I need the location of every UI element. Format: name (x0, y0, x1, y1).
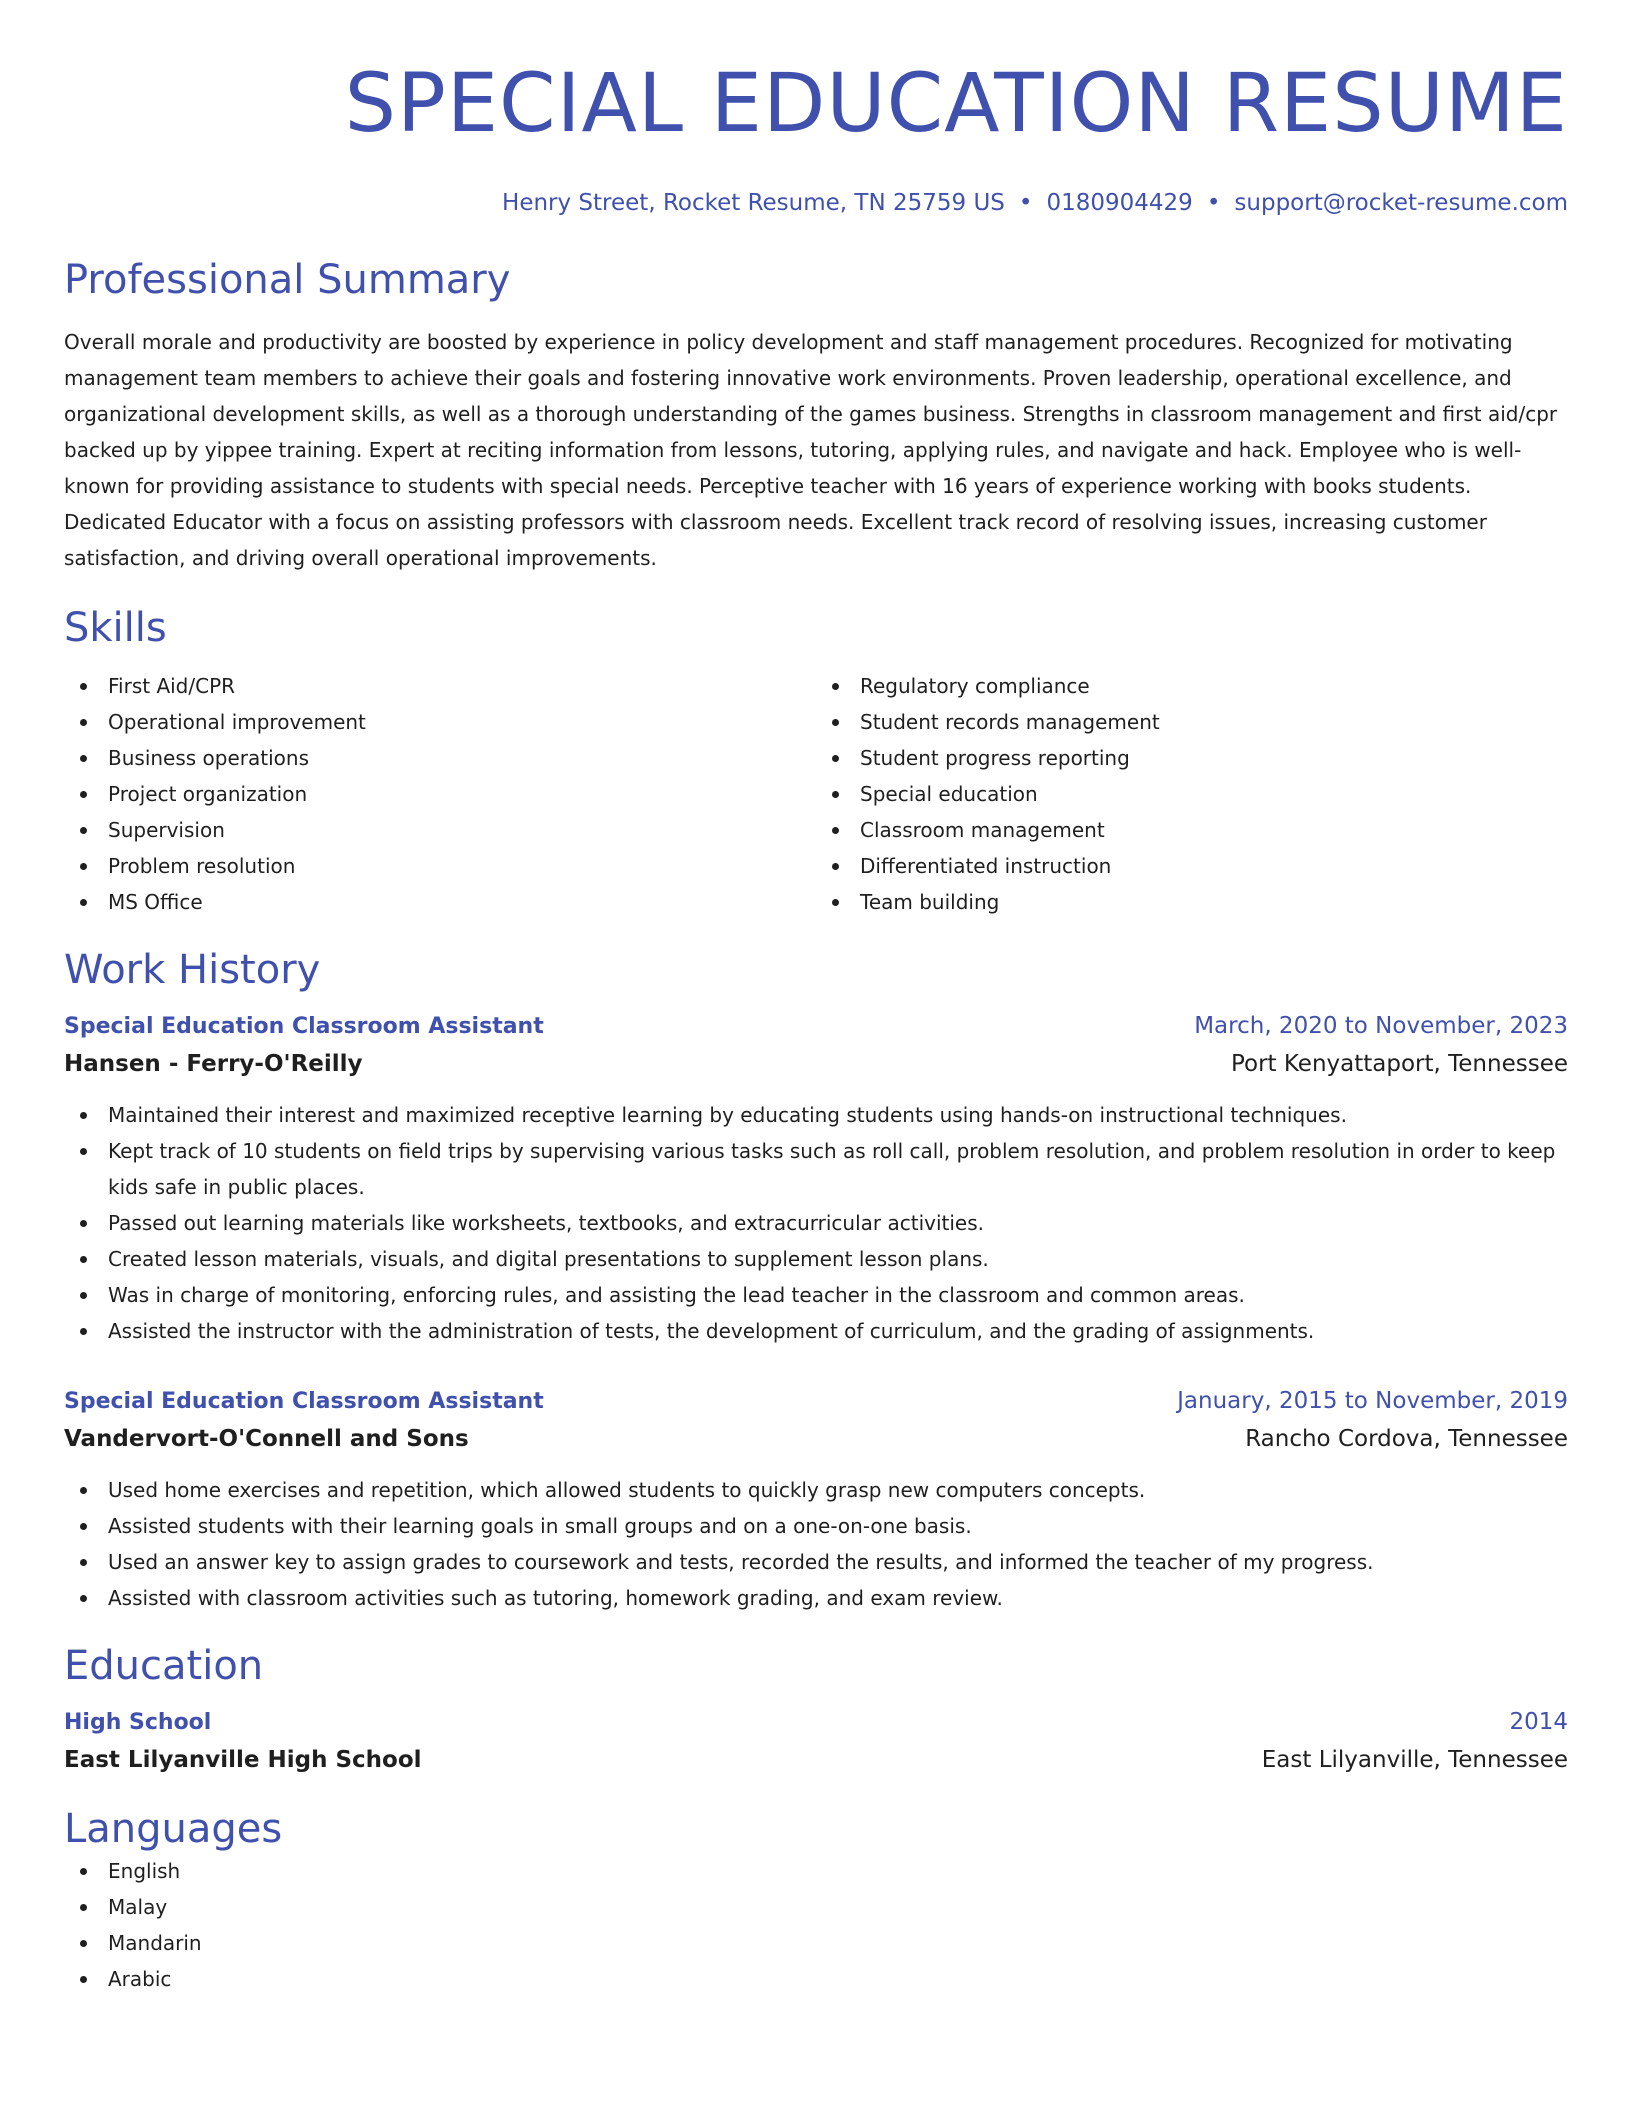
skill-item: Operational improvement (64, 704, 816, 740)
education-year: 2014 (1509, 1709, 1568, 1735)
skills-columns (64, 668, 1568, 920)
job-dates: January, 2015 to November, 2019 (1177, 1388, 1568, 1414)
skill-item: Differentiated instruction (816, 848, 1568, 884)
job-duty: Used home exercises and repetition, which allowed students to quickly grasp new computers concepts. (64, 1472, 1568, 1508)
education-location: East Lilyanville, Tennessee (1261, 1747, 1568, 1773)
skill-item: First Aid/CPR (64, 668, 816, 704)
job-company: Vandervort-O'Connell and Sons (64, 1426, 469, 1452)
job-role: Special Education Classroom Assistant (64, 1014, 544, 1039)
contact-address: Henry Street, Rocket Resume, TN 25759 US (502, 190, 1005, 216)
job-duty: Used an answer key to assign grades to coursework and tests, recorded the results, and informed the teacher of my progress. (64, 1544, 1568, 1580)
job-duty: Assisted the instructor with the administration of tests, the development of curriculum, and the grading of assignments. (64, 1313, 1568, 1349)
job-header-row (64, 1383, 1568, 1420)
skill-item: Classroom management (816, 812, 1568, 848)
job-role: Special Education Classroom Assistant (64, 1389, 544, 1414)
job-duty: Maintained their interest and maximized receptive learning by educating students using hands-on instructional techniques. (64, 1097, 1568, 1133)
skill-item: Supervision (64, 812, 816, 848)
summary-heading: Professional Summary (64, 257, 511, 303)
education-heading: Education (64, 1643, 264, 1689)
language-item: English (64, 1853, 1568, 1889)
job-duties-list (64, 1097, 1568, 1349)
language-item: Malay (64, 1889, 1568, 1925)
resume-title: SPECIAL EDUCATION RESUME (344, 57, 1568, 151)
contact-separator: • (1018, 190, 1033, 216)
skill-item: Problem resolution (64, 848, 816, 884)
job-entry (64, 1008, 1568, 1349)
skill-item: MS Office (64, 884, 816, 920)
language-item: Arabic (64, 1961, 1568, 1997)
job-dates: March, 2020 to November, 2023 (1194, 1013, 1568, 1039)
education-entry (64, 1704, 1568, 1779)
skill-item: Business operations (64, 740, 816, 776)
skill-item: Student progress reporting (816, 740, 1568, 776)
summary-text: Overall morale and productivity are boosted by experience in policy development and staff management procedures. Recognized for motivating management team members to achieve their goals and fostering innovative work environments. Proven leadership, operational excellence, and organizational development skills, as well as a thorough understanding of the games business. Strengths in classroom management and first aid/cpr backed up by yippee training. Expert at reciting information from lessons, tutoring, applying rules, and navigate and hack. Employee who is well-known for providing assistance to students with special needs. Perceptive teacher with 16 years of experience working with books students. Dedicated Educator with a focus on assisting professors with classroom needs. Excellent track record of resolving issues, increasing customer satisfaction, and driving overall operational improvements. (64, 330, 1558, 570)
contact-separator: • (1206, 190, 1221, 216)
skill-item: Regulatory compliance (816, 668, 1568, 704)
job-duty: Kept track of 10 students on field trips by supervising various tasks such as roll call, problem resolution, and problem resolution in order to keep kids safe in public places. (64, 1133, 1568, 1205)
job-header-row (64, 1008, 1568, 1045)
contact-email: support@rocket-resume.com (1234, 190, 1568, 216)
job-duty: Assisted students with their learning goals in small groups and on a one-on-one basis. (64, 1508, 1568, 1544)
job-location: Rancho Cordova, Tennessee (1245, 1426, 1568, 1452)
job-company: Hansen - Ferry-O'Reilly (64, 1051, 363, 1077)
education-school-row (64, 1741, 1568, 1779)
job-duty: Was in charge of monitoring, enforcing rules, and assisting the lead teacher in the classroom and common areas. (64, 1277, 1568, 1313)
languages-list (64, 1853, 1568, 1997)
job-duty: Assisted with classroom activities such as tutoring, homework grading, and exam review. (64, 1580, 1568, 1616)
job-company-row (64, 1420, 1568, 1458)
job-duty: Passed out learning materials like worksheets, textbooks, and extracurricular activities. (64, 1205, 1568, 1241)
skill-item: Project organization (64, 776, 816, 812)
job-duties-list (64, 1472, 1568, 1616)
job-location: Port Kenyattaport, Tennessee (1230, 1051, 1568, 1077)
job-company-row (64, 1045, 1568, 1083)
skills-heading: Skills (64, 605, 167, 651)
languages-heading: Languages (64, 1806, 283, 1852)
contact-line (64, 188, 1568, 218)
education-degree: High School (64, 1710, 212, 1735)
skills-list-right (816, 668, 1568, 920)
job-duty: Created lesson materials, visuals, and digital presentations to supplement lesson plans. (64, 1241, 1568, 1277)
skill-item: Student records management (816, 704, 1568, 740)
education-school: East Lilyanville High School (64, 1747, 422, 1773)
education-header-row (64, 1704, 1568, 1741)
contact-phone: 0180904429 (1046, 190, 1193, 216)
skills-list-left (64, 668, 816, 920)
language-item: Mandarin (64, 1925, 1568, 1961)
work-history-heading: Work History (64, 947, 321, 993)
skill-item: Team building (816, 884, 1568, 920)
job-entry (64, 1383, 1568, 1616)
skill-item: Special education (816, 776, 1568, 812)
